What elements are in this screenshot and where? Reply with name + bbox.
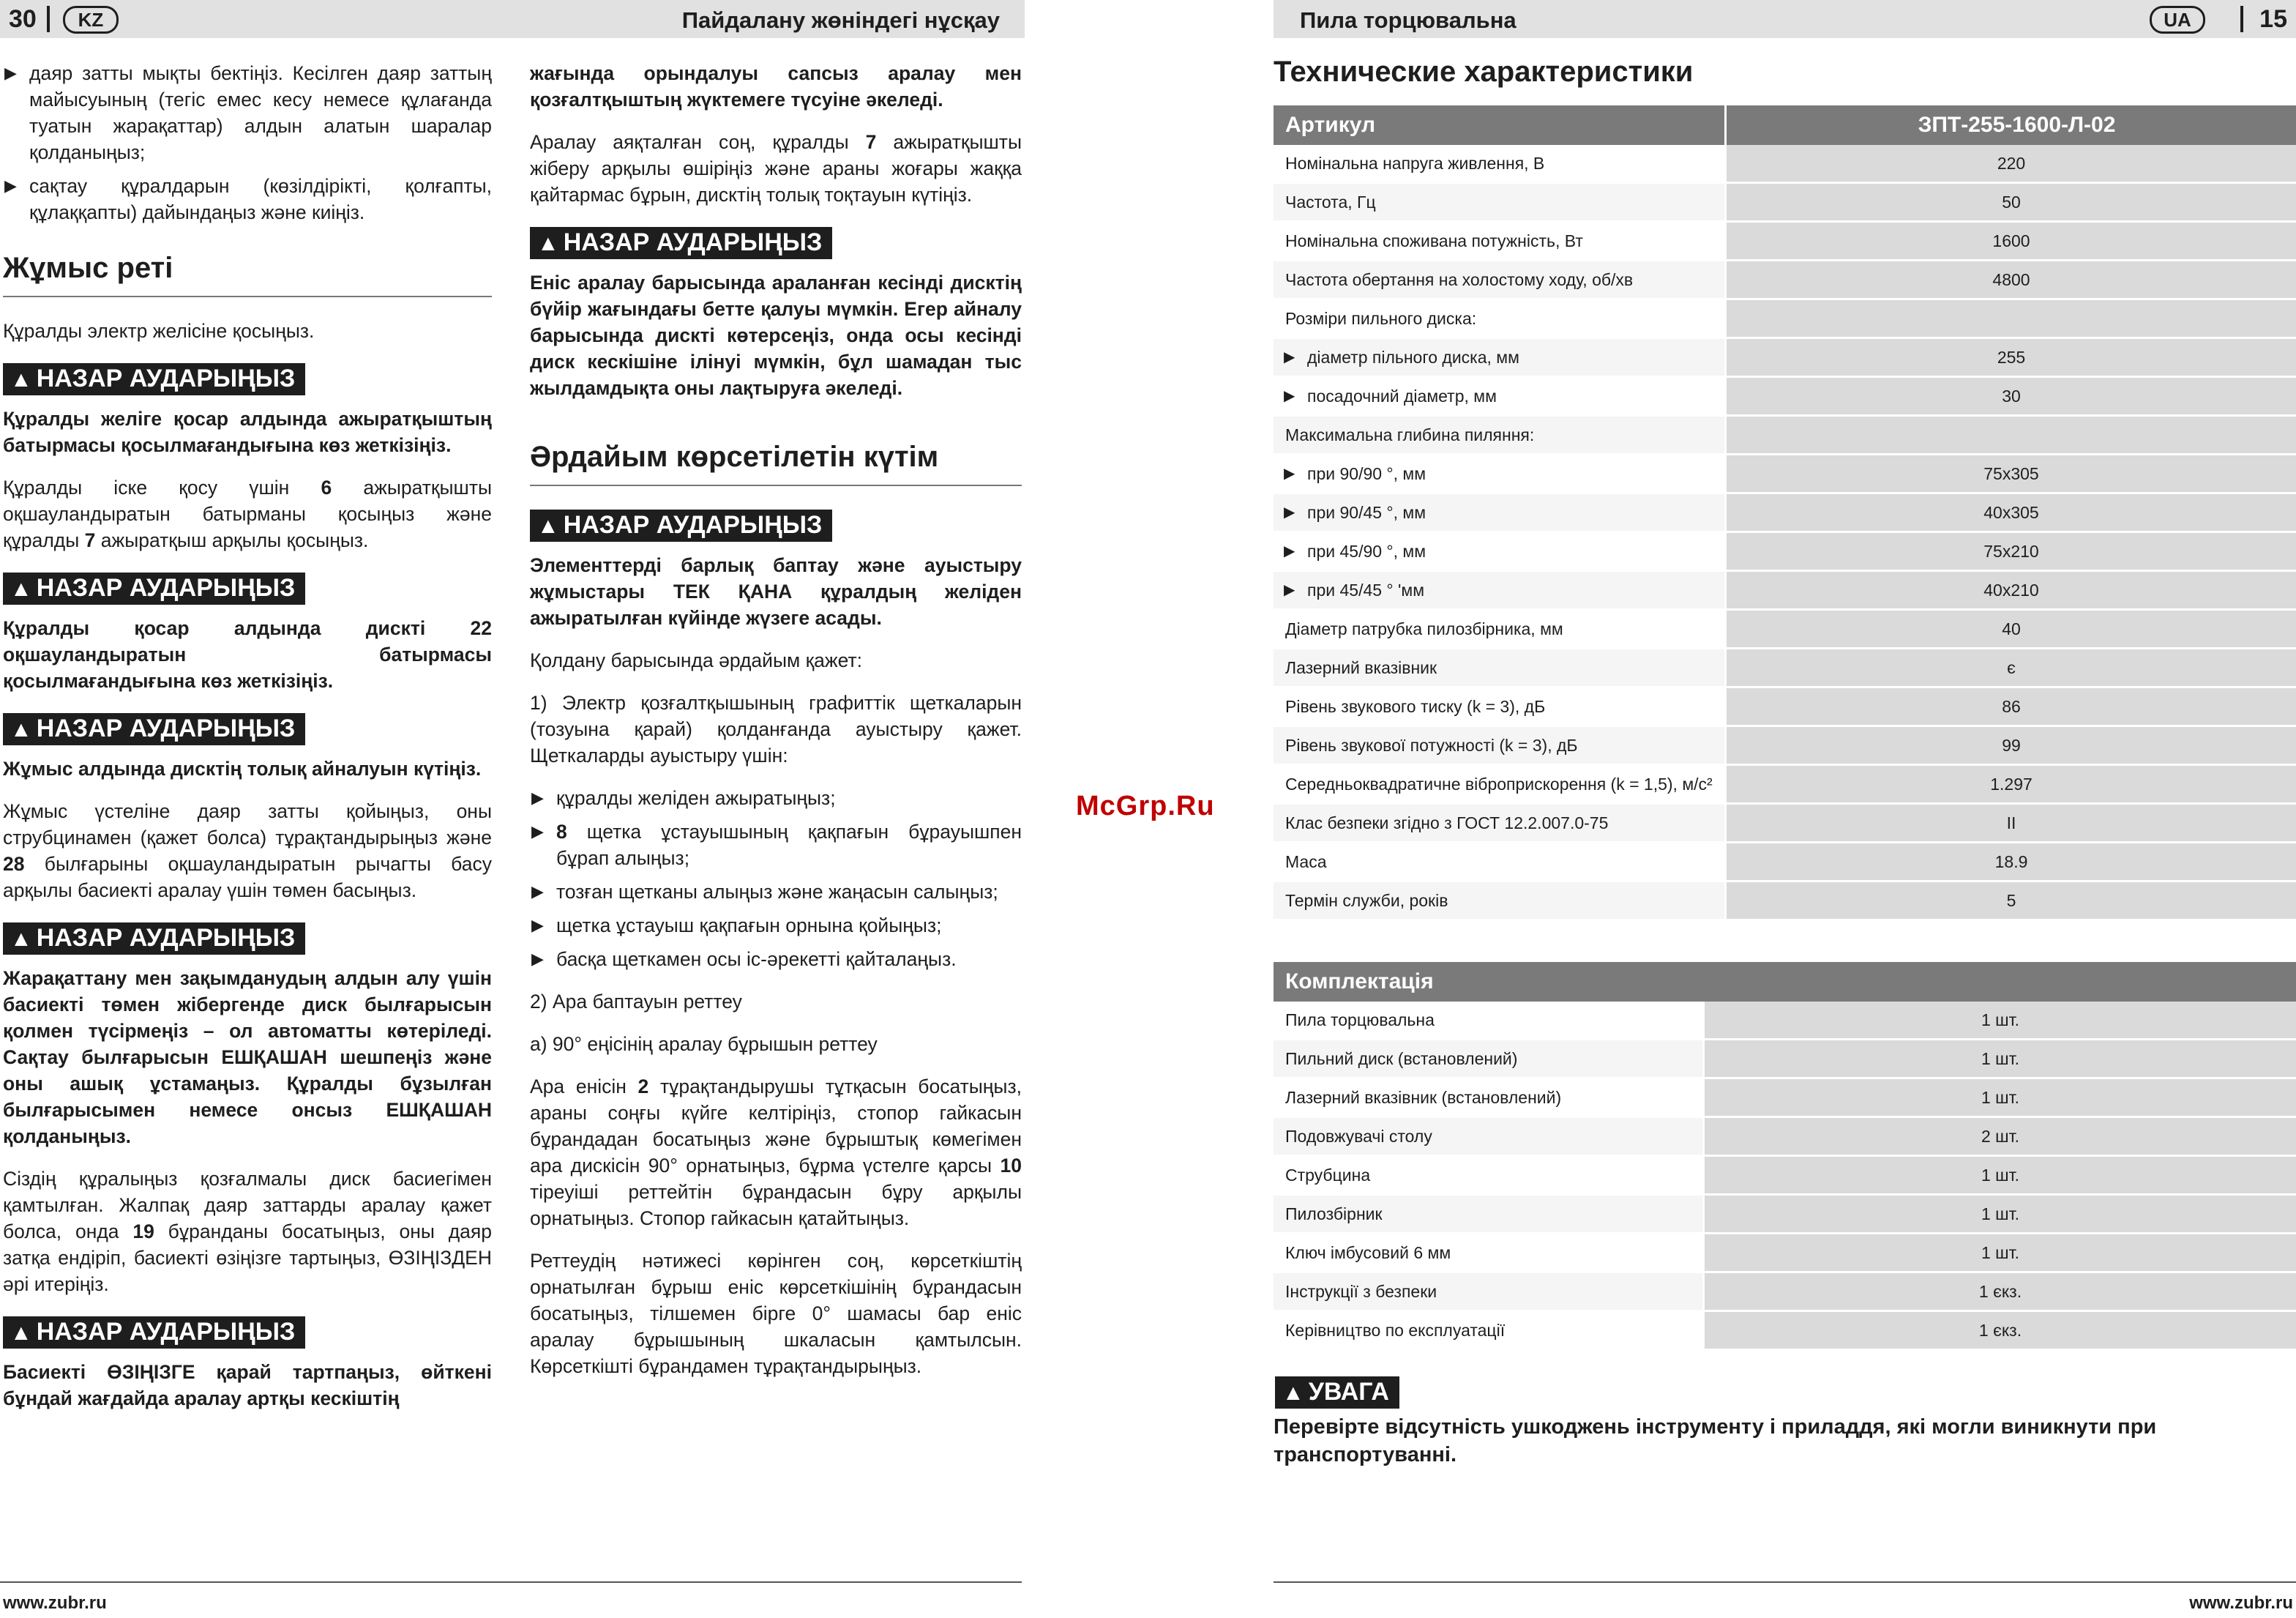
table-row xyxy=(1274,1234,2296,1272)
table-row xyxy=(1274,222,2296,261)
header-divider xyxy=(47,6,50,32)
table-header-label: Артикул xyxy=(1274,105,1726,145)
arrow-bullet-icon: ▶ xyxy=(1284,387,1295,404)
warning-icon: ▲ xyxy=(537,514,559,538)
warning-icon: ▲ xyxy=(10,1321,32,1345)
left-column-2 xyxy=(530,60,1022,1395)
arrow-bullet-icon: ▶ xyxy=(531,822,544,840)
warning-text: Жарақаттану мен зақымданудың алдын алу үшін басиекті төмен жібергенде диск былғарысын қолмен түсірмеңіз – ол автоматты көтеріледі. Сақтау былғарысын ЕШҚАШАН шешпеңіз және оны ашық ұстамаңыз. Құралды бұзылған былғарысымен немесе онсыз ЕШҚАШАН қолданыңыз. xyxy=(3,967,492,1147)
list-item: ▶ құралды желіден ажыратыңыз; xyxy=(530,785,1022,811)
warning-icon: ▲ xyxy=(10,927,32,951)
watermark: McGrp.Ru xyxy=(1076,791,1215,821)
paragraph: а) 90° еңісінің аралау бұрышын реттеу xyxy=(530,1033,878,1055)
table-row xyxy=(1274,1156,2296,1195)
warning-label: ▲ НАЗАР АУДАРЫҢЫЗ xyxy=(530,227,832,259)
table-cell-value: 18.9 xyxy=(1726,843,2296,881)
list-item: ▶ даяр затты мықты бектіңіз. Кесілген даяр заттың майысуының (тегіс емес кесу немесе құлағанда туатын жарақаттар) алдын алатын шаралар қолданыңыз; xyxy=(3,60,492,165)
arrow-bullet-icon: ▶ xyxy=(531,882,544,901)
left-page-header xyxy=(0,0,1025,38)
table-row xyxy=(1274,804,2296,843)
header-title: Пайдалану жөніндегі нұсқау xyxy=(681,7,1000,33)
table-cell-value: 75x210 xyxy=(1726,532,2296,571)
warning-text: Элементтерді барлық баптау және ауыстыру жұмыстары ТЕК ҚАНА құралдың желіден ажыратылған күйінде жүзеге асады. xyxy=(530,554,1022,629)
table-row xyxy=(1274,610,2296,649)
table-row xyxy=(1274,1040,2296,1078)
table-row xyxy=(1274,1272,2296,1311)
table-row xyxy=(1274,843,2296,881)
table-row xyxy=(1274,183,2296,222)
table-row xyxy=(1274,261,2296,299)
warning-icon: ▲ xyxy=(537,231,559,256)
header-title: Пила торцювальна xyxy=(1300,7,1517,33)
table-header-row xyxy=(1274,105,2296,145)
table-cell-value: 2 шт. xyxy=(1704,1117,2296,1156)
table-row xyxy=(1274,338,2296,377)
table-cell-label: Рівень звукової потужності (k = 3), дБ xyxy=(1274,726,1726,765)
language-badge: KZ xyxy=(63,6,119,34)
table-cell-label: Струбцина xyxy=(1274,1156,1704,1195)
warning-label: ▲ НАЗАР АУДАРЫҢЫЗ xyxy=(3,713,305,745)
table-header-value: ЗПТ-255-1600-Л-02 xyxy=(1726,105,2296,145)
list-item: ▶ щетка ұстауыш қақпағын орнына қойыңыз; xyxy=(530,912,1022,939)
table-row xyxy=(1274,377,2296,416)
table-cell-value xyxy=(1726,299,2296,338)
table-cell-label: Максимальна глибина пиляння: xyxy=(1274,416,1726,455)
table-cell-value: 4800 xyxy=(1726,261,2296,299)
table-row xyxy=(1274,493,2296,532)
table-row xyxy=(1274,1078,2296,1117)
table-cell-value: 30 xyxy=(1726,377,2296,416)
table-row xyxy=(1274,1117,2296,1156)
right-page xyxy=(1274,0,2296,1618)
list-item: ▶ басқа щеткамен осы іс-әрекетті қайталаңыз. xyxy=(530,946,1022,972)
table-header-label: Комплектація xyxy=(1274,962,2296,1002)
table-cell-value: є xyxy=(1726,649,2296,687)
warning-icon: ▲ xyxy=(10,717,32,742)
warning-label: ▲ НАЗАР АУДАРЫҢЫЗ xyxy=(3,922,305,955)
table-row xyxy=(1274,1195,2296,1234)
table-cell-value: 99 xyxy=(1726,726,2296,765)
table-cell-value: 50 xyxy=(1726,183,2296,222)
table-row xyxy=(1274,687,2296,726)
section-title: Жұмыс реті xyxy=(3,250,492,297)
warning-label: ▲ НАЗАР АУДАРЫҢЫЗ xyxy=(3,1316,305,1349)
table-cell-label: Частота обертання на холостому ходу, об/хв xyxy=(1274,261,1726,299)
table-cell-value: 1.297 xyxy=(1726,765,2296,804)
table-row xyxy=(1274,416,2296,455)
footer-divider xyxy=(0,1581,1022,1583)
section-title: Әрдайым көрсетілетін күтім xyxy=(530,439,1022,486)
paragraph: Аралау аяқталған соң, құралды 7 ажыратқышты жіберу арқылы өшіріңіз және араны жоғары жаққа қайтармас бұрын, дисктің толық тоқтауын күтіңіз. xyxy=(530,131,1022,206)
arrow-bullet-icon: ▶ xyxy=(4,64,17,82)
table-cell-label: ▶ при 45/90 °, мм xyxy=(1274,532,1726,571)
table-header-row xyxy=(1274,962,2296,1002)
paragraph: Құралды іске қосу үшін 6 ажыратқышты оқшауландыратын батырманы қосыңыз және құралды 7 ажыратқыш арқылы қосыңыз. xyxy=(3,477,492,551)
table-cell-label: Діаметр патрубка пилозбірника, мм xyxy=(1274,610,1726,649)
table-row xyxy=(1274,299,2296,338)
list-item: ▶ сақтау құралдарын (көзілдірікті, қолғапты, құлаққапты) дайындаңыз және киіңіз. xyxy=(3,173,492,225)
table-cell-label: Інструкції з безпеки xyxy=(1274,1272,1704,1311)
header-divider xyxy=(2240,6,2243,32)
warning-label: ▲ УВАГА xyxy=(1275,1376,1399,1409)
table-cell-value: 86 xyxy=(1726,687,2296,726)
warning-text: жағында орындалуы сапсыз аралау мен қозғалтқыштың жүктемеге түсуіне әкеледі. xyxy=(530,62,1022,111)
paragraph: Жұмыс үстеліне даяр затты қойыңыз, оны струбцинамен (қажет болса) тұрақтандырыңыз және 28 былғарыны оқшауландыратын рычагты басу арқылы басиекті аралау үшін төмен басыңыз. xyxy=(3,800,492,901)
footer-url: www.zubr.ru xyxy=(3,1593,107,1613)
table-cell-label: Керівництво по експлуатації xyxy=(1274,1311,1704,1350)
warning-label: ▲ НАЗАР АУДАРЫҢЫЗ xyxy=(3,573,305,605)
table-row xyxy=(1274,145,2296,183)
table-cell-value: 1600 xyxy=(1726,222,2296,261)
table-cell-value: II xyxy=(1726,804,2296,843)
table-cell-label: Середньоквадратичне віброприскорення (k = 1,5), м/с² xyxy=(1274,765,1726,804)
table-cell-label: Розміри пильного диска: xyxy=(1274,299,1726,338)
table-cell-label: ▶ при 45/45 ° 'мм xyxy=(1274,571,1726,610)
arrow-bullet-icon: ▶ xyxy=(531,950,544,968)
footer-divider xyxy=(1274,1581,2296,1583)
paragraph: Құралды электр желісіне қосыңыз. xyxy=(3,320,315,342)
warning-label: ▲ НАЗАР АУДАРЫҢЫЗ xyxy=(3,363,305,395)
table-cell-label: Маса xyxy=(1274,843,1726,881)
warning-label: ▲ НАЗАР АУДАРЫҢЫЗ xyxy=(530,510,832,542)
warning-text: Перевірте відсутність ушкоджень інструменту і приладдя, які могли виникнути при транспортуванні. xyxy=(1274,1415,2157,1466)
table-cell-label: Частота, Гц xyxy=(1274,183,1726,222)
table-cell-label: Ключ імбусовий 6 мм xyxy=(1274,1234,1704,1272)
table-cell-label: Пилозбірник xyxy=(1274,1195,1704,1234)
paragraph: Ара енісін 2 тұрақтандырушы тұтқасын босатыңыз, араны соңғы күйге келтіріңіз, стопор гайкасын бұрандадан босатыңыз және бұрыштық көмегімен ара дискісін 90° орнатыңыз, бұрма үстелге қарсы 10 тіреуіші реттейтін бұрандасын бұру арқылы орнатыңыз. Стопор гайкасын қатайтыңыз. xyxy=(530,1075,1022,1229)
bullet-list xyxy=(3,60,492,225)
table-row xyxy=(1274,726,2296,765)
arrow-bullet-icon: ▶ xyxy=(1284,348,1295,365)
table-cell-label: Термін служби, років xyxy=(1274,881,1726,920)
specs-table-body xyxy=(1274,145,2296,920)
left-column-1 xyxy=(3,60,492,1428)
bullet-list xyxy=(530,785,1022,972)
warning-icon: ▲ xyxy=(10,577,32,601)
table-row xyxy=(1274,881,2296,920)
table-cell-value: 40x210 xyxy=(1726,571,2296,610)
table-cell-label: Пила торцювальна xyxy=(1274,1002,1704,1040)
table-cell-label: Номінальна напруга живлення, В xyxy=(1274,145,1726,183)
table-cell-value: 220 xyxy=(1726,145,2296,183)
warning-text: Құралды қосар алдында дискті 22 оқшауландыратын батырмасы қосылмағандығына көз жеткізіңіз. xyxy=(3,617,492,692)
warning-text: Жұмыс алдында дисктің толық айналуын күтіңіз. xyxy=(3,758,482,780)
spec-title: Технические характеристики xyxy=(1274,56,1694,88)
table-cell-value: 1 шт. xyxy=(1704,1002,2296,1040)
language-badge: UA xyxy=(2150,6,2205,34)
left-page xyxy=(0,0,1025,1618)
table-row xyxy=(1274,455,2296,493)
table-row xyxy=(1274,1311,2296,1350)
arrow-bullet-icon: ▶ xyxy=(531,789,544,807)
table-cell-label: ▶ посадочний діаметр, мм xyxy=(1274,377,1726,416)
table-row xyxy=(1274,765,2296,804)
table-cell-value: 1 шт. xyxy=(1704,1040,2296,1078)
paragraph: 1) Электр қозғалтқышының графиттік щеткаларын (тозуына қарай) қолданғанда ауыстыру қажет. Щеткаларды ауыстыру үшін: xyxy=(530,692,1022,767)
table-cell-label: Лазерний вказівник (встановлений) xyxy=(1274,1078,1704,1117)
paragraph: Реттеудің нәтижесі көрінген соң, көрсеткіштің орнатылған бұрыш еніс көрсеткішінің бұрандасын босатыңыз, тілшемен бірге 0° шамасы бар еніс аралау бұрышының шкаласын қамтылсын. Көрсеткішті бұрандамен тұрақтандырыңыз. xyxy=(530,1250,1022,1377)
table-cell-label: Пильний диск (встановлений) xyxy=(1274,1040,1704,1078)
footer-url: www.zubr.ru xyxy=(2189,1593,2293,1613)
table-cell-label: Номінальна споживана потужність, Вт xyxy=(1274,222,1726,261)
warning-text: Құралды желіге қосар алдында ажыратқыштың батырмасы қосылмағандығына көз жеткізіңіз. xyxy=(3,408,492,456)
table-cell-value: 1 єкз. xyxy=(1704,1272,2296,1311)
list-item: ▶ тозған щетканы алыңыз және жаңасын салыңыз; xyxy=(530,879,1022,905)
right-page-header xyxy=(1274,0,2296,38)
arrow-bullet-icon: ▶ xyxy=(1284,581,1295,598)
table-cell-label: ▶ при 90/45 °, мм xyxy=(1274,493,1726,532)
arrow-bullet-icon: ▶ xyxy=(1284,504,1295,521)
table-cell-value: 1 єкз. xyxy=(1704,1311,2296,1350)
table-cell-value: 40 xyxy=(1726,610,2296,649)
table-cell-value: 5 xyxy=(1726,881,2296,920)
table-cell-value: 40x305 xyxy=(1726,493,2296,532)
table-cell-label: Лазерний вказівник xyxy=(1274,649,1726,687)
arrow-bullet-icon: ▶ xyxy=(1284,465,1295,482)
table-cell-label: ▶ при 90/90 °, мм xyxy=(1274,455,1726,493)
table-cell-value: 1 шт. xyxy=(1704,1195,2296,1234)
paragraph: 2) Ара баптауын реттеу xyxy=(530,991,742,1013)
table-cell-label: Рівень звукового тиску (k = 3), дБ xyxy=(1274,687,1726,726)
table-row xyxy=(1274,571,2296,610)
paragraph: Сіздің құралыңыз қозғалмалы диск басиегімен қамтылған. Жалпақ даяр заттарды аралау қажет болса, онда 19 бұранданы босатыңыз, оны даяр затқа ендіріп, басиекті өзіңізге тартыңыз, ӨЗІҢІЗДЕН әрі итеріңіз. xyxy=(3,1168,492,1295)
arrow-bullet-icon: ▶ xyxy=(4,176,17,195)
kit-table xyxy=(1274,962,2296,1351)
table-cell-value: 75x305 xyxy=(1726,455,2296,493)
page-number: 30 xyxy=(9,5,37,33)
table-cell-value: 1 шт. xyxy=(1704,1156,2296,1195)
paragraph: Қолдану барысында әрдайым қажет: xyxy=(530,649,863,671)
arrow-bullet-icon: ▶ xyxy=(1284,543,1295,559)
table-cell-value: 255 xyxy=(1726,338,2296,377)
table-cell-label: Подовжувачі столу xyxy=(1274,1117,1704,1156)
table-row xyxy=(1274,649,2296,687)
list-item: ▶ 8 щетка ұстауышының қақпағын бұрауышпен бұрап алыңыз; xyxy=(530,819,1022,871)
page-number: 15 xyxy=(2259,5,2287,33)
warning-icon: ▲ xyxy=(10,368,32,392)
table-cell-value: 1 шт. xyxy=(1704,1078,2296,1117)
table-row xyxy=(1274,1002,2296,1040)
kit-table-body xyxy=(1274,1002,2296,1350)
specs-table xyxy=(1274,105,2296,921)
table-cell-value xyxy=(1726,416,2296,455)
warning-text: Басиекті ӨЗІҢІЗГЕ қарай тартпаңыз, өйткені бұндай жағдайда аралау артқы кескіштің xyxy=(3,1361,492,1409)
arrow-bullet-icon: ▶ xyxy=(531,916,544,934)
table-row xyxy=(1274,532,2296,571)
warning-icon: ▲ xyxy=(1282,1381,1304,1405)
table-cell-value: 1 шт. xyxy=(1704,1234,2296,1272)
warning-text: Еніс аралау барысында араланған кесінді дисктің бүйір жағындағы бетте қалуы мүмкін. Егер айналу барысында дискті көтерсеңіз, онда осы кесінді диск кескішіне ілінуі мүмкін, бұл шамадан тыс жылдамдықта оны лақтыруға әкеледі. xyxy=(530,272,1022,399)
table-cell-label: ▶ діаметр пільного диска, мм xyxy=(1274,338,1726,377)
table-cell-label: Клас безпеки згідно з ГОСТ 12.2.007.0-75 xyxy=(1274,804,1726,843)
